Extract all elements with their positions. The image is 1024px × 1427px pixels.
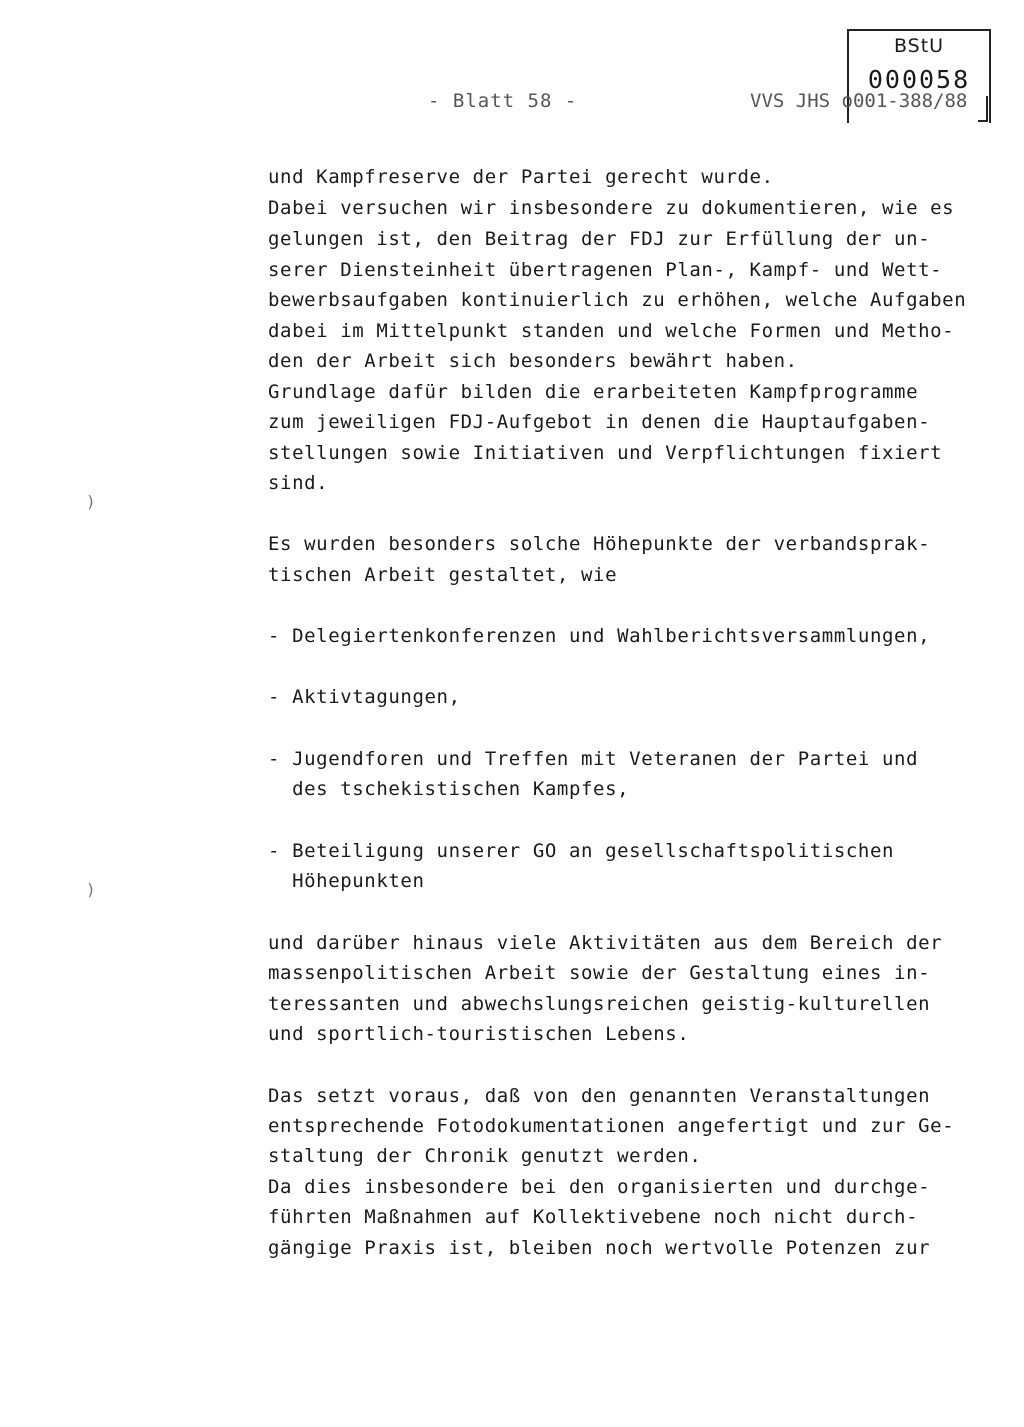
reference-bracket [978, 96, 988, 122]
text-line: staltung der Chronik genutzt werden. [268, 1145, 702, 1167]
text-line: stellungen sowie Initiativen und Verpflichtungen fixiert [268, 442, 943, 464]
text-line: gelungen ist, den Beitrag der FDJ zur Erfüllung der un- [268, 228, 931, 250]
text-line: und sportlich-touristischen Lebens. [268, 1023, 690, 1045]
list-item: - Beteiligung unserer GO an gesellschaftspolitischen [268, 840, 895, 862]
text-line: Da dies insbesondere bei den organisierten und durchge- [268, 1176, 931, 1198]
text-line: bewerbsaufgaben kontinuierlich zu erhöhen, welche Aufgaben [268, 289, 967, 311]
text-line: und Kampfreserve der Partei gerecht wurde. [268, 166, 774, 188]
document-reference: VVS JHS o001-388/88 [750, 90, 968, 112]
list-item-continuation: Höhepunkten [268, 870, 425, 892]
text-line: Dabei versuchen wir insbesondere zu dokumentieren, wie es [268, 197, 955, 219]
page-label: - Blatt 58 - [428, 90, 578, 112]
text-line: serer Diensteinheit übertragenen Plan-, Kampf- und Wett- [268, 259, 943, 281]
text-line: Es wurden besonders solche Höhepunkte der verbandsprak- [268, 533, 931, 555]
text-line: den der Arbeit sich besonders bewährt haben. [268, 350, 798, 372]
text-line: Grundlage dafür bilden die erarbeiteten Kampfprogramme [268, 381, 919, 403]
text-line: entsprechende Fotodokumentationen angefertigt und zur Ge- [268, 1115, 955, 1137]
text-line: und darüber hinaus viele Aktivitäten aus dem Bereich der [268, 932, 943, 954]
text-line: sind. [268, 472, 329, 494]
text-line: tischen Arbeit gestaltet, wie [268, 564, 618, 586]
text-line: Das setzt voraus, daß von den genannten Veranstaltungen [268, 1085, 931, 1107]
list-item: - Jugendforen und Treffen mit Veteranen der Partei und [268, 748, 919, 770]
text-line: teressanten und abwechslungsreichen geistig-kulturellen [268, 993, 931, 1015]
margin-mark: ) [86, 492, 96, 511]
text-line: massenpolitischen Arbeit sowie der Gestaltung eines in- [268, 962, 931, 984]
text-line: führten Maßnahmen auf Kollektivebene noch nicht durch- [268, 1206, 919, 1228]
margin-mark: ) [86, 880, 96, 899]
list-item-continuation: des tschekistischen Kampfes, [268, 778, 630, 800]
text-line: gängige Praxis ist, bleiben noch wertvolle Potenzen zur [268, 1237, 931, 1259]
stamp-number: 000058 [867, 65, 971, 94]
text-line: dabei im Mittelpunkt standen und welche Formen und Metho- [268, 320, 955, 342]
stamp-org: BStU [893, 35, 945, 57]
list-item: - Aktivtagungen, [268, 686, 461, 708]
text-line: zum jeweiligen FDJ-Aufgebot in denen die Hauptaufgaben- [268, 411, 931, 433]
list-item: - Delegiertenkonferenzen und Wahlberichtsversammlungen, [268, 625, 931, 647]
